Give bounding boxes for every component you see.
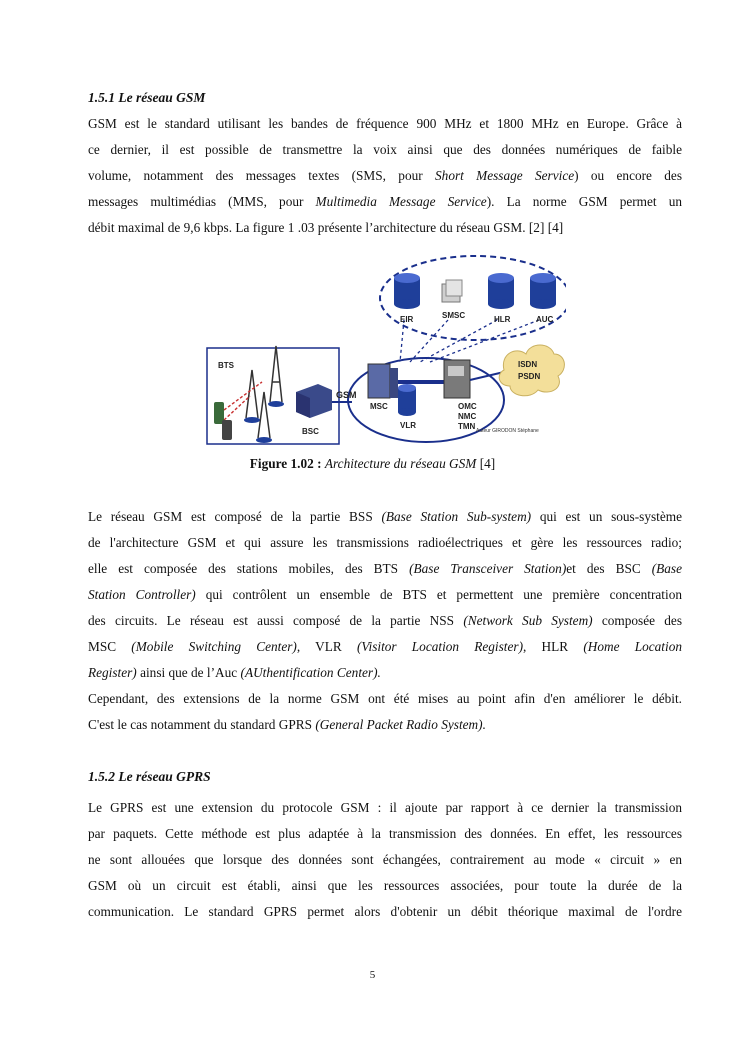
text-line: débit maximal de 9,6 kbps. La figure 1 .03 présente l’architecture du réseau GSM. [2] [4] (88, 220, 564, 235)
text-line: communication. Le standard GPRS permet alors d'obtenir un débit théorique maximal de l'ordre (88, 904, 682, 919)
vlr-database-icon (398, 384, 416, 416)
text-line: Cependant, des extensions de la norme GSM ont été mises au point afin d'en améliorer le débit. (88, 691, 682, 706)
text-line: de l'architecture GSM et qui assure les transmissions radioélectriques et gère les ressources radio; (88, 535, 682, 550)
page-number: 5 (369, 969, 376, 981)
msc-label: MSC (370, 402, 388, 411)
text-line: C'est le cas notamment du standard GPRS (General Packet Radio System). (88, 717, 486, 732)
section-heading-gsm: 1.5.1 Le réseau GSM (88, 90, 206, 105)
text-line: Le GPRS est une extension du protocole GSM : il ajoute par rapport à ce dernier la transmission (88, 800, 682, 815)
paragraph-gsm-intro (88, 111, 682, 241)
vlr-label: VLR (400, 421, 416, 430)
omc-label: OMC (458, 402, 477, 411)
hlr-database-icon (488, 273, 514, 309)
eir-label: EIR (400, 315, 414, 324)
smsc-label: SMSC (442, 311, 466, 320)
bsc-label: BSC (302, 427, 319, 436)
omc-equipment-icon (444, 360, 470, 398)
msc-switch-icon (368, 364, 398, 398)
figure-caption: Figure 1.02 : Architecture du réseau GSM [4] (249, 456, 496, 471)
gsm-label: GSM (336, 390, 357, 400)
text-line: par paquets. Cette méthode est plus adaptée à la transmission des données. En effet, les ressources (88, 826, 682, 841)
text-line: messages multimédias (MMS, pour Multimedia Message Service). La norme GSM permet un (88, 194, 682, 209)
text-line: ce dernier, il est possible de transmettre la voix ainsi que des données numériques de faible (88, 142, 682, 157)
auc-label: AUC (536, 315, 554, 324)
text-line: GSM où un circuit est établi, ainsi que les ressources associées, pour toute la durée de la (88, 878, 682, 893)
auc-database-icon (530, 273, 556, 309)
text-line: Station Controller) qui contrôlent un ensemble de BTS et permettent une première concentration (88, 587, 682, 602)
hlr-label: HLR (494, 315, 511, 324)
paragraph-gsm-components (88, 504, 682, 738)
text-line: GSM est le standard utilisant les bandes de fréquence 900 MHz et 1800 MHz en Europe. Grâce à (88, 116, 682, 131)
psdn-label: PSDN (518, 372, 541, 381)
text-line: Le réseau GSM est composé de la partie BSS (Base Station Sub-system) qui est un sous-système (88, 509, 682, 524)
msc-omc-link (398, 380, 444, 384)
text-line: volume, notamment des messages textes (SMS, pour Short Message Service) ou encore des (88, 168, 682, 183)
isdn-label: ISDN (518, 360, 538, 369)
tmn-label: TMN (458, 422, 476, 431)
bts-label: BTS (218, 361, 234, 370)
section-heading-gprs: 1.5.2 Le réseau GPRS (88, 769, 211, 784)
text-line: Register) ainsi que de l’Auc (AUthentification Center). (88, 665, 381, 680)
paragraph-gprs (88, 795, 682, 925)
text-line: des circuits. Le réseau est aussi composé de la partie NSS (Network Sub System) composée des (88, 613, 682, 628)
figure-credit: Auteur GIRODON Stéphane (476, 428, 539, 434)
text-line: elle est composée des stations mobiles, des BTS (Base Transceiver Station)et des BSC (Base (88, 561, 682, 576)
nmc-label: NMC (458, 412, 477, 421)
text-line: ne sont allouées que lorsque des données sont échangées, contrairement au mode « circuit » en (88, 852, 682, 867)
gsm-architecture-figure (204, 242, 566, 448)
eir-database-icon (394, 273, 420, 309)
text-line: MSC (Mobile Switching Center), VLR (Visitor Location Register), HLR (Home Location (88, 639, 682, 654)
